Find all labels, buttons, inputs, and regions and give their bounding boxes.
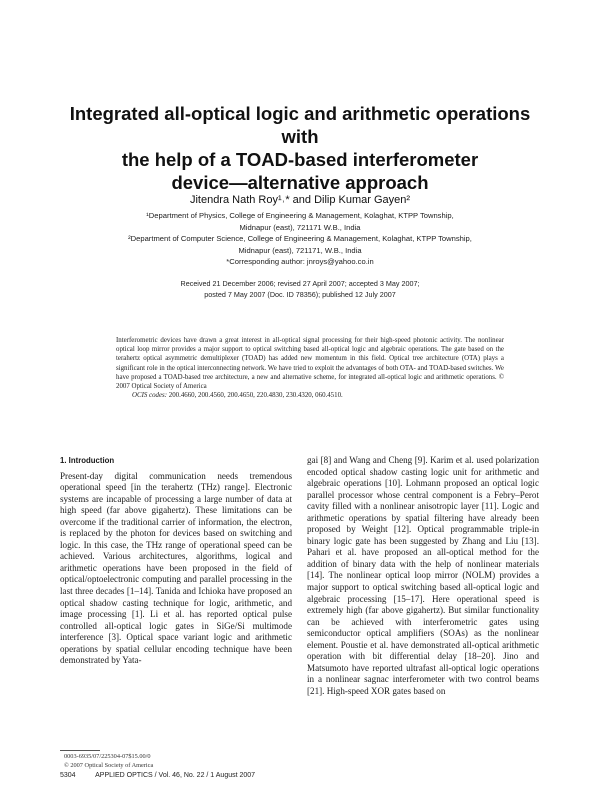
publication-dates xyxy=(60,279,540,300)
ocis-codes xyxy=(116,391,504,400)
affiliation-2-line-2: Midnapur (east), 721171, W.B., India xyxy=(238,245,362,255)
section-heading: 1. Introduction xyxy=(60,456,115,465)
title-line-3: device—alternative approach xyxy=(171,172,429,193)
journal-citation: APPLIED OPTICS / Vol. 46, No. 22 / 1 August 2007 xyxy=(95,772,256,779)
corresponding-author: *Corresponding author: jnroys@yahoo.co.in xyxy=(226,257,374,266)
page-number: 5304 xyxy=(60,772,76,779)
left-column-text: Present-day digital communication needs tremendous operational speed [in the terahertz (THz) range]. Electronic systems are incapable of processing a large number of data at high speed (far above gigahertz). These limitations can be overcome if the traditional carrier of information, the electron, is replaced by the photon for devices based on switching and logic. In this case, the THz range of operational speed can be achieved. Various architectures, algorithms, logical and arithmetic operations have been proposed in the field of optical/optoelectronic computing and parallel processing in the last three decades [1–14]. Tanida and Ichioka have proposed an optical shadow casting technique for logic, arithmetic, and image processing [1]. Li et al. has reported optical pulse controlled all-optical logic gates in SiGe/Si multimode interference [3]. Optical space variant logic and arithmetic operations by spatial cellular encoding technique have been demonstrated by Yata- xyxy=(60,470,292,666)
footnote-rule xyxy=(60,750,100,751)
footnote-issn: 0003-6935/07/225304-07$15.00/0 xyxy=(64,753,151,760)
affiliation-1-line-1: ¹Department of Physics, College of Engineering & Management, Kolaghat, KTPP Township, xyxy=(146,211,454,220)
paper-title xyxy=(50,102,550,194)
right-column-text: gai [8] and Wang and Cheng [9]. Karim et al. used polarization encoded optical shadow casting logic unit for arithmetic and algebraic operations [10]. Lohmann proposed an optical logic parallel processor whose central component is a Febry–Perot cavity filled with a nonlinear anisotropic layer [11]. Logic and arithmetic operations by spatial filtering have already been proposed by Weight [12]. Optical programmable triple-in binary logic gate has been suggested by Zhang and Liu [13]. Pahari et al. have proposed an all-optical method for the addition of binary data with the help of nonlinear materials [14]. The nonlinear optical loop mirror (NOLM) provides a major support to optical switching based all-optical logic and algebraic processing [15–17]. Here operational speed is extremely high (far above gigahertz). But similar functionality can be achieved with interferometric gates using semiconductor optical amplifiers (SOAs) as the nonlinear element. Poustie et al. have demonstrated all-optical arithmetic operation with bit differential delay [18–20]. Jino and Matsumoto have reported ultrafast all-optical logic operations in a nonlinear sagnac interferometer with two control beams [21]. High-speed XOR gates based on xyxy=(307,455,539,696)
affiliation-1-line-2: Midnapur (east), 721171 W.B., India xyxy=(239,222,361,232)
author-list: Jitendra Nath Roy¹˒* and Dilip Kumar Gayen² xyxy=(189,194,411,206)
ocis-label: OCIS codes: xyxy=(132,392,168,400)
abstract-text: Interferometric devices have drawn a great interest in all-optical signal processing for their high-speed photonic activity. The nonlinear optical loop mirror provides a major support to optical switching based all-optical logic and algebraic operations. The gate based on the terahertz optical asymmetric demultiplexer (TOAD) has added new momentum in this field. Optical tree architecture (OTA) plays a significant role in the optical interconnecting network. We have tried to exploit the advantages of both OTA- and TOAD-based switches. We have proposed a TOAD-based tree architecture, a new and alternative scheme, for integrated all-optical logic and arithmetic operations. © 2007 Optical Society of America xyxy=(116,337,504,391)
affiliation-2-line-1: ²Department of Computer Science, College of Engineering & Management, Kolaghat, KTPP Township, xyxy=(128,234,472,243)
footnote xyxy=(64,753,284,770)
abstract xyxy=(116,336,504,400)
page-footer xyxy=(60,772,540,779)
footnote-copyright: © 2007 Optical Society of America xyxy=(64,761,154,769)
dates-line-1: Received 21 December 2006; revised 27 April 2007; accepted 3 May 2007; xyxy=(180,279,420,288)
dates-line-2: posted 7 May 2007 (Doc. ID 78356); published 12 July 2007 xyxy=(204,289,396,299)
right-column xyxy=(307,455,539,697)
ocis-code-list: 200.4660, 200.4560, 200.4650, 220.4830, 230.4320, 060.4510. xyxy=(167,392,343,400)
left-column xyxy=(60,455,292,667)
affiliations xyxy=(60,210,540,268)
title-line-2: the help of a TOAD-based interferometer xyxy=(121,149,479,170)
title-line-1: Integrated all-optical logic and arithmetic operations with xyxy=(69,103,531,147)
